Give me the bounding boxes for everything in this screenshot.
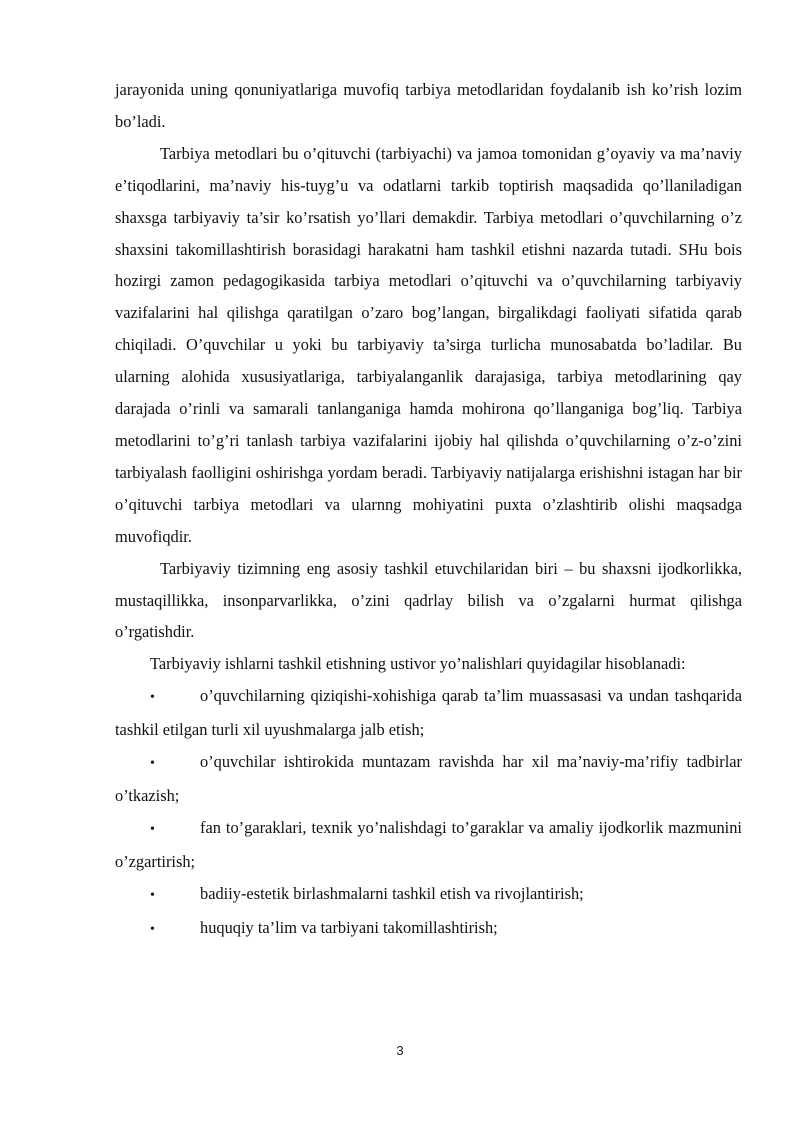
document-body xyxy=(115,74,742,945)
list-item-text: o’quvchilar ishtirokida muntazam ravishda har xil ma’naviy-ma’rifiy tadbirlar o’tkazish; xyxy=(115,752,742,805)
bullet-icon: • xyxy=(150,690,155,706)
bullet-icon: • xyxy=(150,756,155,772)
bullet-icon: • xyxy=(150,921,155,937)
bullet-icon: • xyxy=(150,821,155,837)
list-item-text: o’quvchilarning qiziqishi-xohishiga qarab ta’lim muassasasi va undan tashqarida tashkil etilgan turli xil uyushmalarga jalb etish; xyxy=(115,686,742,740)
paragraph-ustivor-yonalishlar: Tarbiyaviy ishlarni tashkil etishning ustivor yo’nalishlari quyidagilar hisoblanadi: xyxy=(150,654,686,674)
bullet-icon: • xyxy=(150,887,155,903)
page-number: 3 xyxy=(396,1043,404,1058)
list-item-text: fan to’garaklari, texnik yo’nalishdagi to’garaklar va amaliy ijodkorlik mazmunini o’zgartirish; xyxy=(115,817,742,871)
list-item-text: badiiy-estetik birlashmalarni tashkil etish va rivojlantirish; xyxy=(200,883,584,903)
list-item-text: huquqiy ta’lim va tarbiyani takomillashtirish; xyxy=(200,917,498,937)
paragraph-tarbiya-metodlari: Tarbiya metodlari bu o’qituvchi (tarbiyachi) va jamoa tomonidan g’oyaviy va ma’naviy e’tiqodlarini, ma’naviy his-tuyg’u va odatlarni tarkib toptirish maqsadida qo’llaniladigan shaxsga tarbiyaviy ta’sir ko’rsatish yo’llari demakdir. Tarbiya metodlari o’quvchilarning o’z shaxsini takomillashtirish borasidagi harakatni ham tashkil etishni nazarda tutadi. SHu bois hozirgi zamon pedagogikasida tarbiya metodlari o’qituvchi va o’quvchilarning tarbiyaviy vazifalarini hal qilishga qaratilgan o’zaro bog’langan, birgalikdagi faoliyati sifatida qarab chiqiladi. O’quvchilar u yoki bu tarbiyaviy ta’sirga turlicha munosabatda bo’ladilar. Bu ularning alohida xususiyatlariga, tarbiyalanganlik darajasiga, tarbiya metodlarining qay darajada o’rinli va samarali tanlanganiga hamda mohirona qo’llanganiga bog’liq. Tarbiya metodlarini to’g’ri tanlash tarbiya vazifalarini ijobiy hal qilishda o’quvchilarning o’z-o’zini tarbiyalash faolligini oshirishga yordam beradi. Tarbiyaviy natijalarga erishishni istagan har bir o’qituvchi tarbiya metodlari va ularnng mohiyatini puxta o’zlashtirib olishi maqsadga muvofiqdir. xyxy=(115,143,742,546)
list-item xyxy=(115,746,742,812)
list-item xyxy=(115,878,742,912)
list-item xyxy=(115,912,742,946)
paragraph-tarbiyaviy-tizim: Tarbiyaviy tizimning eng asosiy tashkil etuvchilaridan biri – bu shaxsni ijodkorlikka, mustaqillikka, insonparvarlikka, o’zini qadrlay bilish va o’zgalarni hurmat qilishga o’rgatishdir. xyxy=(115,558,742,642)
list-item xyxy=(115,680,742,746)
list-item xyxy=(115,812,742,878)
paragraph-continuation: jarayonida uning qonuniyatlariga muvofiq tarbiya metodlaridan foydalanib ish ko’rish lozim bo’ladi. xyxy=(115,80,742,131)
